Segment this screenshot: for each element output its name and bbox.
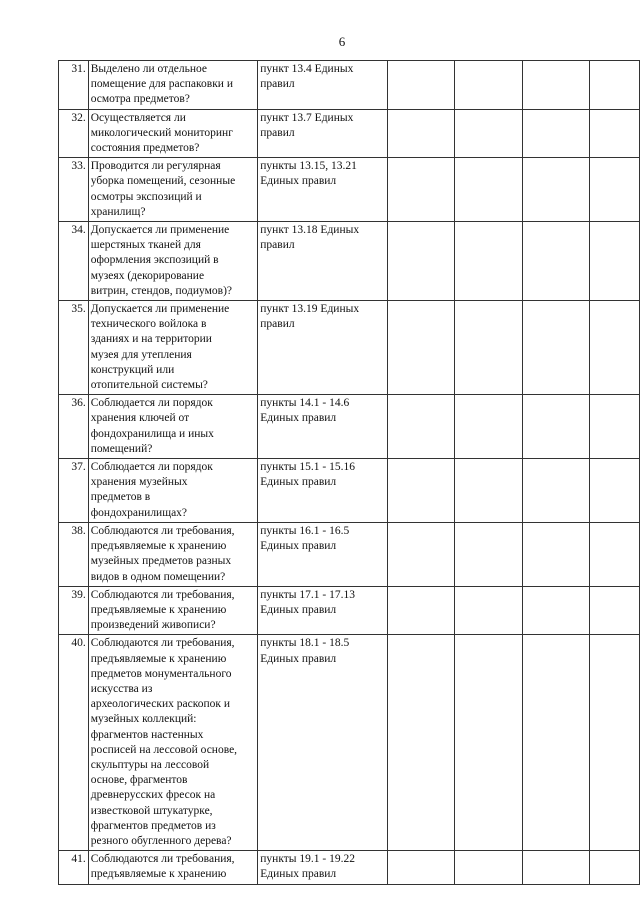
empty-answer-cell <box>387 851 454 884</box>
question-cell <box>88 586 258 635</box>
question-cell <box>88 222 258 301</box>
empty-answer-cell <box>590 109 640 158</box>
row-number: 41. <box>59 851 89 884</box>
reference-line: пункты 18.1 - 18.5 <box>260 637 350 650</box>
question-cell <box>88 851 258 884</box>
empty-answer-cell <box>522 301 589 395</box>
question-cell <box>88 459 258 523</box>
empty-answer-cell <box>522 635 589 851</box>
reference-line: пункт 13.19 Единых <box>260 303 360 316</box>
question-line: помещений? <box>90 442 153 455</box>
row-number: 31. <box>59 61 89 110</box>
question-line: предъявляемые к хранению <box>90 652 227 665</box>
empty-answer-cell <box>522 459 589 523</box>
empty-answer-cell <box>387 522 454 586</box>
empty-answer-cell <box>522 61 589 110</box>
reference-cell <box>258 395 387 459</box>
empty-answer-cell <box>522 222 589 301</box>
question-line: фрагментов настенных <box>90 728 204 741</box>
empty-answer-cell <box>522 158 589 222</box>
empty-answer-cell <box>455 635 522 851</box>
question-line: предъявляемые к хранению <box>90 868 227 881</box>
reference-cell <box>258 158 387 222</box>
question-line: археологических раскопок и <box>90 698 230 711</box>
reference-line: Единых правил <box>260 540 337 553</box>
reference-line: правил <box>260 239 295 252</box>
row-number: 40. <box>59 635 89 851</box>
reference-line: пункт 13.4 Единых <box>260 63 354 75</box>
reference-line: правил <box>260 78 295 91</box>
checklist-row <box>59 635 640 851</box>
empty-answer-cell <box>455 158 522 222</box>
empty-answer-cell <box>455 851 522 884</box>
empty-answer-cell <box>522 395 589 459</box>
empty-answer-cell <box>387 395 454 459</box>
question-line: видов в одном помещении? <box>90 570 226 583</box>
row-number: 37. <box>59 459 89 523</box>
question-line: фрагментов предметов из <box>90 819 216 832</box>
reference-line: Единых правил <box>260 868 337 881</box>
row-number: 38. <box>59 522 89 586</box>
empty-answer-cell <box>455 586 522 635</box>
reference-line: Единых правил <box>260 175 337 188</box>
checklist-table <box>58 60 640 885</box>
reference-cell <box>258 61 387 110</box>
question-line: осмотра предметов? <box>90 93 190 106</box>
question-line: музея для утепления <box>90 348 192 361</box>
question-line: музеях (декорирование <box>90 269 205 282</box>
row-number: 35. <box>59 301 89 395</box>
question-line: музейных коллекций: <box>90 713 197 726</box>
question-line: фондохранилищах? <box>90 506 188 519</box>
row-number: 39. <box>59 586 89 635</box>
reference-line: правил <box>260 318 295 331</box>
empty-answer-cell <box>522 851 589 884</box>
question-line: конструкций или <box>90 363 175 376</box>
checklist-row <box>59 395 640 459</box>
question-line: Соблюдаются ли требования, <box>90 853 235 866</box>
empty-answer-cell <box>387 459 454 523</box>
reference-cell <box>258 301 387 395</box>
empty-answer-cell <box>590 459 640 523</box>
empty-answer-cell <box>387 301 454 395</box>
reference-line: пункты 14.1 - 14.6 <box>260 397 350 410</box>
question-line: произведений живописи? <box>90 619 216 632</box>
reference-cell <box>258 586 387 635</box>
question-line: основе, фрагментов <box>90 774 188 787</box>
empty-answer-cell <box>590 635 640 851</box>
question-line: музейных предметов разных <box>90 555 232 568</box>
question-line: предъявляемые к хранению <box>90 540 227 553</box>
empty-answer-cell <box>522 109 589 158</box>
empty-answer-cell <box>455 522 522 586</box>
reference-line: пункты 16.1 - 16.5 <box>260 524 350 537</box>
empty-answer-cell <box>590 851 640 884</box>
question-line: хранения музейных <box>90 476 188 489</box>
reference-cell <box>258 635 387 851</box>
question-line: резного обугленного дерева? <box>90 834 232 847</box>
reference-line: пункт 13.18 Единых <box>260 224 360 237</box>
question-line: зданиях и на территории <box>90 333 212 346</box>
question-cell <box>88 61 258 110</box>
empty-answer-cell <box>455 459 522 523</box>
question-line: хранения ключей от <box>90 412 190 425</box>
question-line: Допускается ли применение <box>90 224 230 237</box>
question-line: уборка помещений, сезонные <box>90 175 236 188</box>
reference-cell <box>258 222 387 301</box>
question-line: шерстяных тканей для <box>90 239 201 252</box>
empty-answer-cell <box>455 61 522 110</box>
question-line: осмотры экспозиций и <box>90 190 202 203</box>
question-line: скульптуры на лессовой <box>90 758 210 771</box>
checklist-row <box>59 459 640 523</box>
reference-line: пункты 17.1 - 17.13 <box>260 588 355 601</box>
checklist-row <box>59 222 640 301</box>
page-number: 6 <box>338 34 346 49</box>
empty-answer-cell <box>590 395 640 459</box>
question-line: Выделено ли отдельное <box>90 63 208 75</box>
reference-line: правил <box>260 126 295 139</box>
empty-answer-cell <box>387 222 454 301</box>
question-line: предметов в <box>90 491 151 504</box>
reference-cell <box>258 459 387 523</box>
question-line: предметов монументального <box>90 667 232 680</box>
checklist-row <box>59 301 640 395</box>
reference-cell <box>258 109 387 158</box>
question-line: оформления экспозиций в <box>90 254 219 267</box>
row-number: 32. <box>59 109 89 158</box>
question-cell <box>88 635 258 851</box>
question-cell <box>88 301 258 395</box>
reference-cell <box>258 851 387 884</box>
empty-answer-cell <box>455 222 522 301</box>
reference-line: пункты 15.1 - 15.16 <box>260 461 355 474</box>
question-line: технического войлока в <box>90 318 207 331</box>
question-line: фондохранилища и иных <box>90 427 214 440</box>
empty-answer-cell <box>387 586 454 635</box>
reference-line: Единых правил <box>260 476 337 489</box>
question-line: древнерусских фресок на <box>90 789 216 802</box>
question-cell <box>88 158 258 222</box>
checklist-row <box>59 109 640 158</box>
checklist-row <box>59 586 640 635</box>
question-line: Соблюдаются ли требования, <box>90 637 235 650</box>
question-line: известковой штукатурке, <box>90 804 213 817</box>
question-line: Соблюдается ли порядок <box>90 461 213 474</box>
reference-line: пункт 13.7 Единых <box>260 111 354 124</box>
question-line: предъявляемые к хранению <box>90 603 227 616</box>
empty-answer-cell <box>590 61 640 110</box>
question-line: состояния предметов? <box>90 142 200 155</box>
checklist-row <box>59 522 640 586</box>
row-number: 33. <box>59 158 89 222</box>
reference-line: Единых правил <box>260 603 337 616</box>
question-line: помещение для распаковки и <box>90 78 233 91</box>
empty-answer-cell <box>455 109 522 158</box>
question-line: Соблюдаются ли требования, <box>90 524 235 537</box>
reference-line: пункты 19.1 - 19.22 <box>260 853 355 866</box>
reference-line: Единых правил <box>260 652 337 665</box>
empty-answer-cell <box>387 158 454 222</box>
checklist-row <box>59 851 640 884</box>
empty-answer-cell <box>522 522 589 586</box>
question-line: росписей на лессовой основе, <box>90 743 238 756</box>
empty-answer-cell <box>387 635 454 851</box>
question-cell <box>88 109 258 158</box>
question-cell <box>88 522 258 586</box>
question-line: микологический мониторинг <box>90 126 233 139</box>
empty-answer-cell <box>387 61 454 110</box>
question-line: хранилищ? <box>90 205 146 218</box>
empty-answer-cell <box>590 222 640 301</box>
question-line: искусства из <box>90 682 153 695</box>
empty-answer-cell <box>590 301 640 395</box>
empty-answer-cell <box>455 301 522 395</box>
empty-answer-cell <box>387 109 454 158</box>
reference-line: Единых правил <box>260 412 337 425</box>
empty-answer-cell <box>590 158 640 222</box>
question-line: Осуществляется ли <box>90 111 186 124</box>
empty-answer-cell <box>590 522 640 586</box>
empty-answer-cell <box>590 586 640 635</box>
row-number: 34. <box>59 222 89 301</box>
question-line: Проводится ли регулярная <box>90 160 221 173</box>
checklist-row <box>59 61 640 110</box>
question-line: Соблюдаются ли требования, <box>90 588 235 601</box>
question-line: Допускается ли применение <box>90 303 230 316</box>
row-number: 36. <box>59 395 89 459</box>
question-line: витрин, стендов, подиумов)? <box>90 284 233 297</box>
reference-line: пункты 13.15, 13.21 <box>260 160 357 173</box>
empty-answer-cell <box>455 395 522 459</box>
question-line: Соблюдается ли порядок <box>90 397 213 410</box>
checklist-row <box>59 158 640 222</box>
reference-cell <box>258 522 387 586</box>
question-line: отопительной системы? <box>90 379 208 392</box>
question-cell <box>88 395 258 459</box>
empty-answer-cell <box>522 586 589 635</box>
